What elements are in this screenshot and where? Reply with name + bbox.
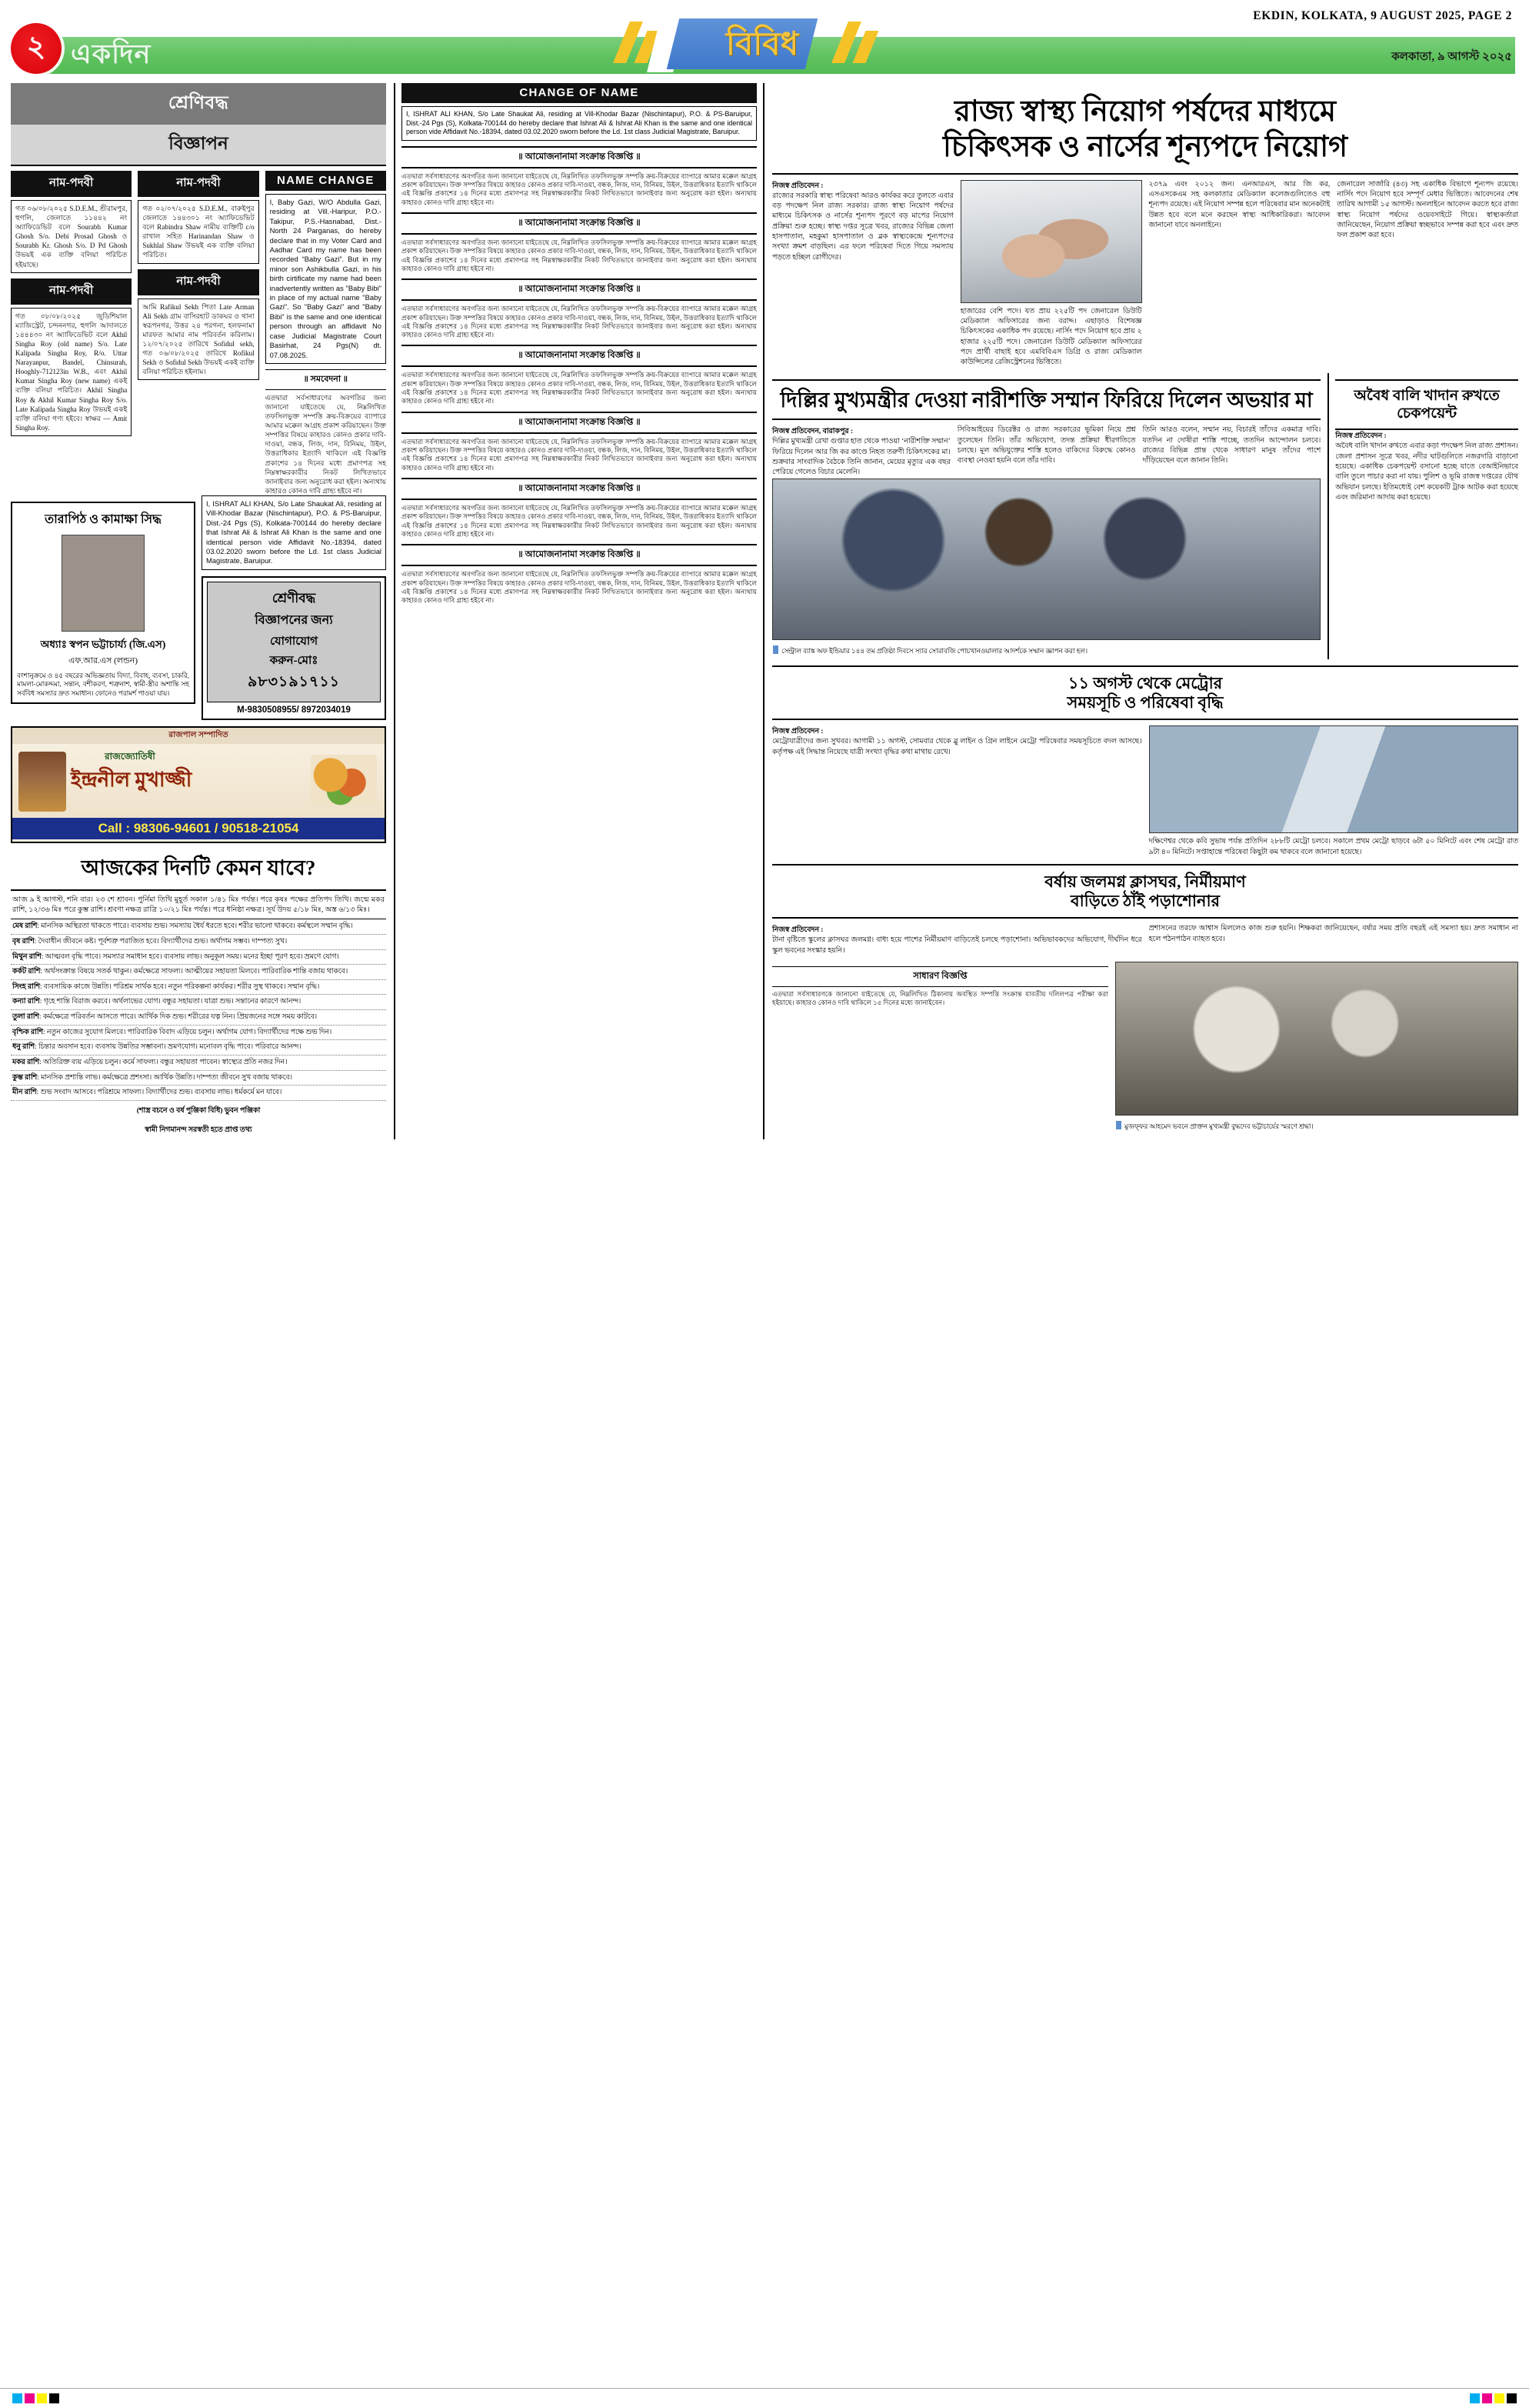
story4-headline-line2: সময়সূচি ও পরিষেবা বৃদ্ধি <box>1067 693 1224 712</box>
notice-header: ॥ আমোজনানামা সংক্রান্ত বিজ্ঞপ্তি ॥ <box>401 278 757 301</box>
notice-text: এতদ্বারা সর্বসাধারণের অবগতির জন্য জানানো যাইতেছে যে, নিম্নলিখিত তফসিলভুক্ত সম্পত্তি ক্রয়-বিক্রয়ের ব্যাপারে আমার মক্কেল আগ্রহ প্রকাশ করিয়াছেন। উক্ত সম্পত্তির বিষয়ে কাহারও কোনও প্রকার দাবি-দাওয়া, বন্ধক, লিজ, দান, বিনিময়, উইল, উত্তরাধিকার ইত্যাদি থাকিলে এই বিজ্ঞপ্তি প্রকাশের ১৪ দিনের মধ্যে প্রমাণপত্র সহ নিম্নস্বাক্ষরকারীর নিকট লিখিতভাবে জানাইবার জন্য অনুরোধ করা হইল। অন্যথায় কাহারও কোনও দাবি গ্রাহ্য হইবে না। <box>401 570 757 605</box>
horoscope-sign <box>11 980 386 996</box>
notices-column <box>395 83 764 1139</box>
sign-name: মকর রাশি <box>12 1059 40 1067</box>
name-change-ad <box>265 194 386 364</box>
caption-text: সেন্ট্রাল ব্যাঙ্ক অফ ইন্ডিয়ার ১৪৪ তম প্রতিষ্ঠা দিবসে স্যার সোরাবজি পোচখানওয়ালার আদর্শকে সম্মান জ্ঞাপন করা হল। <box>781 646 1088 655</box>
shradhanjali-header: ॥ সমবেদনা ॥ <box>265 369 386 390</box>
sign-text: : চিন্তার অবসান হবে। ব্যবসায় উন্নতির সম্ভাবনা। ভ্রমণযোগ। মনোবল বৃদ্ধি পাবে। পরিবারে আনন্দ। <box>35 1043 301 1052</box>
ad-text: এতদ্বারা সর্বসাধারণের অবগতির জন্য জানানো যাইতেছে যে, নিম্নলিখিত তফসিলভুক্ত সম্পত্তি ক্রয়-বিক্রয়ের ব্যাপারে আমার মক্কেল আগ্রহ প্রকাশ করিয়াছেন। উক্ত সম্পত্তির বিষয়ে কাহারও কোনও প্রকার দাবি-দাওয়া, বন্ধক, লিজ, দান, বিনিময়, উইল, উত্তরাধিকার ইত্যাদি থাকিলে এই বিজ্ঞপ্তি প্রকাশের ১৪ দিনের মধ্যে প্রমাণপত্র সহ নিম্নস্বাক্ষরকারীর নিকট লিখিতভাবে জানাইবার জন্য অনুরোধ করা হইল। অন্যথায় কাহারও কোনও দাবি গ্রাহ্য হইবে না। <box>265 393 386 495</box>
horoscope-title: আজকের দিনটি কেমন যাবে? <box>11 849 386 891</box>
story5-byline: নিজস্ব প্রতিবেদন : <box>772 926 824 935</box>
notice-text: এতদ্বারা সর্বসাধারণের অবগতির জন্য জানানো যাইতেছে যে, নিম্নলিখিত তফসিলভুক্ত সম্পত্তি ক্রয়-বিক্রয়ের ব্যাপারে আমার মক্কেল আগ্রহ প্রকাশ করিয়াছেন। উক্ত সম্পত্তির বিষয়ে কাহারও কোনও প্রকার দাবি-দাওয়া, বন্ধক, লিজ, দান, বিনিময়, উইল, উত্তরাধিকার ইত্যাদি থাকিলে এই বিজ্ঞপ্তি প্রকাশের ১৪ দিনের মধ্যে প্রমাণপত্র সহ নিম্নস্বাক্ষরকারীর নিকট লিখিতভাবে জানাইবার জন্য অনুরোধ করা হইল। অন্যথায় কাহারও কোনও দাবি গ্রাহ্য হইবে না। <box>401 371 757 405</box>
story5-text-2: প্রশাসনের তরফে আশ্বাস মিললেও কাজ শুরু হয়নি। শিক্ষকরা জানিয়েছেন, বর্ষার সময় প্রতি বছরই এই সমস্যা হয়। দ্রুত সমাধান না হলে পঠনপাঠন ব্যাহত হবে। <box>1148 925 1518 943</box>
slash-decor-icon <box>853 31 879 63</box>
sign-text: : কর্মক্ষেত্রে পরিবর্তন আসতে পারে। আর্থিক দিক শুভ। শরীরের যত্ন নিন। প্রিয়জনের সঙ্গে সময় কাটবে। <box>38 1013 318 1022</box>
story5-text-1: টানা বৃষ্টিতে স্কুলের ক্লাসঘর জলমগ্ন। বাধ্য হয়ে পাশের নির্মীয়মাণ বাড়িতেই চলছে পড়াশোনা। অভিভাবকদের অভিযোগ, দীর্ঘদিন ধরে স্কুল ভবনের সংস্কার হয়নি। <box>772 936 1142 955</box>
classified-block-title: নাম-পদবী <box>11 278 132 305</box>
footer-ad-text: এতদ্বারা সর্বসাধারণকে জানানো যাইতেছে যে, নিম্নলিখিত ঠিকানায় অবস্থিত সম্পত্তি সংক্রান্ত যাবতীয় দলিলপত্র পরীক্ষা করা হইয়াছে। কাহারও কোনও দাবি থাকিলে ১৫ দিনের মধ্যে জানাইবেন। <box>772 990 1108 1007</box>
lead-col-3 <box>1149 180 1331 369</box>
footer-ad-header: সাধারণ বিজ্ঞপ্তি <box>772 966 1108 987</box>
story3-headline: অবৈধ বালি খাদান রুখতে চেকপয়েন্ট <box>1335 379 1518 431</box>
story5-headline-line1: বর্ষায় জলমগ্ন ক্লাসঘর, নির্মীয়মাণ <box>1044 872 1246 892</box>
horoscope-intro: আজ ৯ ই আগস্ট, শনি বার। ২৩ শে শ্রাবন। পুর্নিমা তিথি মুহূর্ত সকাল ১/৪১ মিঃ পর্যন্ত। পরে কৃষঃ পক্ষের প্রতিপদ তিথি। জন্মে মকর রাশি, ১২/৩৬ মিঃ পরে কুম্ভ রাশি। শ্রবণা নক্ষত্র রাত্রি ১০/২১ মিঃ পর্যন্ত। পরে ধনিষ্ঠা নক্ষত্র। সূর্য উদয় ৫/১৮ মিঃ, অস্ত ৬/১৩ মিঃ। <box>11 891 386 919</box>
horoscope-sign <box>11 995 386 1010</box>
lead-byline: নিজস্ব প্রতিবেদন : <box>772 182 824 190</box>
lead-headline-line2: চিকিৎসক ও নার্সের শূন্যপদে নিয়োগ <box>942 131 1348 164</box>
story5-body <box>772 924 1518 956</box>
classified-ad <box>138 200 258 264</box>
notice-header: ॥ আমোজনানামা সংক্রান্ত বিজ্ঞপ্তি ॥ <box>401 212 757 235</box>
guru-portrait <box>18 752 66 812</box>
classified-block-title: নাম-পদবী <box>138 171 258 197</box>
sign-name: বৃষ রাশি <box>12 937 35 946</box>
contact-phone-bengali[interactable]: ৯৮৩১৯১৭১১ <box>247 673 340 690</box>
section-title: বিবিধ <box>725 26 799 62</box>
story4-byline: নিজস্ব প্রতিবেদন : <box>772 728 824 736</box>
sign-name: বৃশ্চিক রাশি <box>12 1028 44 1036</box>
classified-subcol-1 <box>11 171 132 495</box>
horoscope-sign <box>11 1026 386 1041</box>
notice-text: I, ISHRAT ALI KHAN, S/o Late Shaukat Ali, residing at Vill-Khodar Bazar (Nischintapur), P.O. & PS-Baruipur, Dist.-24 Pgs (S), Kolkata-700144 do hereby declare that Ishrat Ali & Ishrat Ali Khan is the same and one identical person vide Affidavit No.-18394, dated 03.02.2020 sworn before the Ld. 1st class Judicial Magistrate, Baruipur. <box>406 110 752 136</box>
ad-text: গত ০২/০৭/২০২৫ S.D.E.M., বারুইপুর জেলাতে ১৪৪৩০১ নং অ্যাফিডেভিট বলে Rabindra Shaw নামীয় ব্যক্তিটি c/o রাখাল সহিত Harinandan Shaw ও Sukhlal Shaw উভয়ই এক ব্যক্তি বলিয়া পরিচিত। <box>142 205 255 259</box>
story2-headline: দিল্লির মুখ্যমন্ত্রীর দেওয়া নারীশক্তি সম্মান ফিরিয়ে দিলেন অভয়ার মা <box>772 379 1321 420</box>
classified-column <box>11 83 395 1139</box>
contact-phone-english[interactable]: M-9830508955/ 8972034019 <box>237 705 351 715</box>
horoscope-footer-2: স্বামী নিগমানন্দ সরস্বতী হতে প্রাপ্ত তথ্য <box>145 1126 252 1134</box>
cyan-swatch <box>12 2393 22 2403</box>
lead-text-3: ২৩৭৯ এবং ২০১২ জন। এনআরএস, আর জি কর, এসএসকেএম সহ কলকাতার মেডিক্যাল কলেজগুলিতেও বহু শূন্যপদ রয়েছে। এই নিয়োগ সম্পন্ন হলে পরিষেবার মান অনেকটাই উন্নত হবে বলে মনে করছেন স্বাস্থ্য আধিকারিকরা। আবেদন জানানো যাবে অনলাইনে। <box>1148 180 1331 230</box>
sign-name: তুলা রাশি <box>12 1013 39 1022</box>
brand-name: একদিন <box>71 38 152 69</box>
notice-text: এতদ্বারা সর্বসাধারণের অবগতির জন্য জানানো যাইতেছে যে, নিম্নলিখিত তফসিলভুক্ত সম্পত্তি ক্রয়-বিক্রয়ের ব্যাপারে আমার মক্কেল আগ্রহ প্রকাশ করিয়াছেন। উক্ত সম্পত্তির বিষয়ে কাহারও কোনও প্রকার দাবি-দাওয়া, বন্ধক, লিজ, দান, বিনিময়, উইল, উত্তরাধিকার ইত্যাদি থাকিলে এই বিজ্ঞপ্তি প্রকাশের ১৪ দিনের মধ্যে প্রমাণপত্র সহ নিম্নস্বাক্ষরকারীর নিকট লিখিতভাবে জানাইবার জন্য অনুরোধ করা হইল। অন্যথায় কাহারও কোনও দাবি গ্রাহ্য হইবে না। <box>401 238 757 272</box>
caption-text: মুজফ্‌ফর আহমেদ ভবনে প্রাক্তন মুখ্যমন্ত্রী বুদ্ধদেব ভট্টাচার্যের স্মরণে শ্রদ্ধা। <box>1124 1122 1314 1131</box>
yellow-swatch <box>1494 2393 1504 2403</box>
notice-text: এতদ্বারা সর্বসাধারণের অবগতির জন্য জানানো যাইতেছে যে, নিম্নলিখিত তফসিলভুক্ত সম্পত্তি ক্রয়-বিক্রয়ের ব্যাপারে আমার মক্কেল আগ্রহ প্রকাশ করিয়াছেন। উক্ত সম্পত্তির বিষয়ে কাহারও কোনও প্রকার দাবি-দাওয়া, বন্ধক, লিজ, দান, বিনিময়, উইল, উত্তরাধিকার ইত্যাদি থাকিলে এই বিজ্ঞপ্তি প্রকাশের ১৪ দিনের মধ্যে প্রমাণপত্র সহ নিম্নস্বাক্ষরকারীর নিকট লিখিতভাবে জানাইবার জন্য অনুরোধ করা হইল। অন্যথায় কাহারও কোনও দাবি গ্রাহ্য হইবে না। <box>401 172 757 206</box>
story2-byline: নিজস্ব প্রতিবেদন, বারাকপুর : <box>772 428 853 436</box>
story2-text-1: দিল্লির মুখ্যমন্ত্রী রেখা গুপ্তার হাত থেকে পাওয়া ‘নারীশক্তি সম্মান’ ফিরিয়ে দিলেন আর জি কর কাণ্ডে নিহত তরুণী চিকিৎসকের মা। শুক্রবার সাংবাদিক বৈঠকে তিনি জানান, মেয়ের মৃত্যুর এক বছর পেরিয়ে গেলেও বিচার মেলেনি। <box>772 438 951 477</box>
cyan-swatch <box>1470 2393 1480 2403</box>
guru-ad-phone[interactable]: Call : 98306-94601 / 90518-21054 <box>12 818 385 839</box>
cmyk-swatches-left <box>12 2393 59 2403</box>
notice-header: ॥ আমোজনানামা সংক্রান্ত বিজ্ঞপ্তি ॥ <box>401 478 757 500</box>
notice-ad <box>401 106 757 141</box>
classified-header-bottom: বিজ্ঞাপন <box>11 125 386 166</box>
print-registration-strip <box>0 2388 1529 2408</box>
story2-caption <box>772 644 1321 659</box>
sign-name: ধনু রাশি <box>12 1043 35 1052</box>
notice-text: এতদ্বারা সর্বসাধারণের অবগতির জন্য জানানো যাইতেছে যে, নিম্নলিখিত তফসিলভুক্ত সম্পত্তি ক্রয়-বিক্রয়ের ব্যাপারে আমার মক্কেল আগ্রহ প্রকাশ করিয়াছেন। উক্ত সম্পত্তির বিষয়ে কাহারও কোনও প্রকার দাবি-দাওয়া, বন্ধক, লিজ, দান, বিনিময়, উইল, উত্তরাধিকার ইত্যাদি থাকিলে এই বিজ্ঞপ্তি প্রকাশের ১৪ দিনের মধ্যে প্রমাণপত্র সহ নিম্নস্বাক্ষরকারীর নিকট লিখিতভাবে জানাইবার জন্য অনুরোধ করা হইল। অন্যথায় কাহারও কোনও দাবি গ্রাহ্য হইবে না। <box>401 305 757 339</box>
sign-name: কর্কট রাশি <box>12 968 41 976</box>
guru-advertisement[interactable] <box>11 726 386 843</box>
offering-image <box>311 755 377 805</box>
story4-col-1 <box>772 725 1142 858</box>
notice-header: ॥ আমোজনানামা সংক্রান্ত বিজ্ঞপ্তি ॥ <box>401 345 757 367</box>
sign-text: : দৈবাধীন জীবনে কষ্ট। পূর্বশত্রু পরাজিত হবে। বিদ্যার্থীদের শুভ। অর্থাগম সম্ভব। দাম্পত্য সুখ। <box>34 937 288 946</box>
story4-photo <box>1149 725 1519 833</box>
yellow-swatch <box>37 2393 47 2403</box>
sign-text: : অতিরিক্ত ব্যয় এড়িয়ে চলুন। কর্মে সাফল্য। বন্ধুর সহায়তা পাবেন। স্বাস্থ্যের প্রতি নজর দিন। <box>39 1059 288 1067</box>
edition-line-english: EKDIN, KOLKATA, 9 AUGUST 2025, PAGE 2 <box>1253 9 1512 22</box>
name-change-ad-2 <box>202 495 386 570</box>
ad-text: I, Baby Gazi, W/O Abdulla Gazi, residing at Vill.-Haripur, P.O.-Takipur, P.S.-Hasnabad, Dist.-North 24 Parganas, do hereby declare that in my Voter Card and Aadhar Card my name has been recorded “Baby Gazi”. But in my minor son Ashikbulla Gazi, in his birth cirtificate my name had been inadvertently written as "Baby Bibi" in place of my actual name "Baby Gazi". So "Baby Gazi" and "Baby Bibi" is the same and one identical person through an affidavit No case Judicial Magistrate Court Basirhat, 24 Pgs(N) dt. 07.08.2025. <box>269 198 381 359</box>
lead-text-4: জেনারেল সার্জারি (৪৩) সহ একাধিক বিভাগে শূন্যপদ রয়েছে। নার্সিং পদে নিয়োগ হবে সম্পূর্ণ মেধার ভিত্তিতে। আবেদনের শেষ তারিখ আগামী ১৫ আগস্ট। অনলাইনে আবেদন করতে হবে রাজ্য স্বাস্থ্য নিয়োগ পর্ষদের ওয়েবসাইটে গিয়ে। স্বাস্থ্যকর্তারা জানিয়েছেন, নিয়োগ প্রক্রিয়া স্বচ্ছভাবে সম্পন্ন করা হবে এবং দ্রুত ফল প্রকাশ করা হবে। <box>1337 180 1518 240</box>
sign-text: : মানসিক প্রশান্তি লাভ। কর্মক্ষেত্রে প্রশংসা। আর্থিক উন্নতি। দাম্পত্য জীবনে সুখ বজায় থাকবে। <box>37 1073 292 1082</box>
story4-headline <box>772 665 1518 720</box>
contact-box-inner <box>207 582 381 702</box>
sign-text: : আত্মবল বৃদ্ধি পাবে। সমস্যার সমাধান হবে। ব্যবসায় লাভ। অনুকূল সময়। মনের ইচ্ছা পূরণ হবে। ভ্রমণে যোগ। <box>41 952 339 961</box>
horoscope-list <box>11 919 386 1101</box>
contact-line-2: বিজ্ঞাপনের জন্য <box>255 613 333 627</box>
black-swatch <box>1507 2393 1517 2403</box>
story2-body <box>772 425 1321 478</box>
magenta-swatch <box>25 2393 35 2403</box>
lead-text-2: হাজারের বেশি পদে। যত প্রায় ২২৫টি পদ জেনারেল ডিউটি মেডিক্যাল অফিসারের জন্য বরাদ্দ। এছাড়াও বিশেষজ্ঞ চিকিৎসকের একাধিক পদ রয়েছে। নার্সিং পদে নিয়োগ হবে প্রায় ২ হাজার ২২৫টি পদে। জেনারেল ডিউটি মেডিক্যাল অফিসারের পদে প্রার্থী বাছাই হবে এমবিবিএস ডিগ্রি ও রাজ্য মেডিক্যাল কাউন্সিলের রেজিস্ট্রেশনের ভিত্তিতে। <box>960 307 1142 367</box>
guru-name: ইন্দ্রনীল মুখাজ্জী <box>71 768 192 791</box>
ad-text: গত ০৬/০৮/২০২৫ S.D.E.M., শ্রীরামপুর, হুগলি, জেলাতে ১১৪৪২ নং অ্যাফিডেভিট বলে Sourabh Kumar Ghosh S/o. Debi Prosad Ghosh ও Sourabh Kr. Ghosh S/o. D Pd Ghosh উভয়ই এক ব্যক্তি বলিয়া পরিচিত হইয়াছে। <box>15 205 128 268</box>
classified-subcol-3 <box>265 171 386 495</box>
page-body <box>0 83 1529 1139</box>
story5-headline <box>772 864 1518 919</box>
horoscope-sign <box>11 950 386 966</box>
classified-block-title: নাম-পদবী <box>138 269 258 295</box>
story2-col-2 <box>958 425 1136 478</box>
sign-text: : ব্যবসায়িক কাজে উন্নতি। পরিশ্রম সার্থক হবে। নতুন পরিকল্পনা কার্যকর। শরীর সুস্থ থাকবে। সম্মান বৃদ্ধি। <box>39 982 320 991</box>
notice-header: ॥ আমোজনানামা সংক্রান্ত বিজ্ঞপ্তি ॥ <box>401 412 757 434</box>
sign-name: কুম্ভ রাশি <box>12 1073 38 1082</box>
lead-col-1 <box>772 180 954 369</box>
story4-body <box>772 725 1518 858</box>
classified-header-top: শ্রেণিবদ্ধ <box>11 83 386 125</box>
sign-text: : গৃহে শান্তি বিরাজ করবে। অর্থলাভের যোগ। বন্ধুর সহায়তা। যাত্রা শুভ। সন্তানের কারণে আনন্দ। <box>39 998 301 1006</box>
astrologer-ad[interactable] <box>11 502 195 704</box>
sign-name: কন্যা রাশি <box>12 998 40 1006</box>
sign-text: : শুভ সংবাদ আসবে। পরিশ্রমে সাফল্য। বিদ্যার্থীদের শুভ। ব্যবসায় লাভ। ধর্মকর্মে মন যাবে। <box>36 1089 282 1097</box>
contact-line-3: যোগাযোগ <box>269 635 318 648</box>
story2-photo <box>772 479 1321 640</box>
astrologer-photo <box>62 535 145 632</box>
astrologer-ad-title: তারাপিঠ ও কামাক্ষা সিদ্ধ <box>45 512 162 526</box>
story3-byline: নিজস্ব প্রতিবেদন : <box>1335 432 1387 441</box>
page-number: ২ <box>26 31 46 63</box>
ad-text: I, ISHRAT ALI KHAN, S/o Late Shaukat Ali, residing at Vill-Khodar Bazar (Nischintapur), P.O. & PS-Baruipur, Dist.-24 Pgs (S), Kolkata-700144 do hereby declare that Ishrat Ali & Ishrat Ali Khan is the same and one identical person vide Affidavit No.-18394, dated 03.02.2020 sworn before the Ld. 1st class Judicial Magistrate, Baruipur. <box>206 499 381 565</box>
masthead <box>0 0 1529 83</box>
sign-text: : নতুন কাজের সুযোগ মিলবে। পারিবারিক বিবাদ এড়িয়ে চলুন। অর্থাগম যোগ। বিদ্যার্থীদের পক্ষে শুভ দিন। <box>43 1028 332 1036</box>
astrologer-qualification: এফ.আর.এস (লন্ডন) <box>68 655 138 665</box>
classified-block-title: নাম-পদবী <box>11 171 132 197</box>
contact-line-1: শ্রেণীবদ্ধ <box>271 590 316 605</box>
contact-line-4: করুন-মোঃ <box>269 654 318 667</box>
classified-columns <box>11 171 386 495</box>
ad-text: আমি Rafikul Sekh পিতা Late Arman Ali Sekh গ্রাম বাসিরহাট ডাকঘর ও থানা স্বরূপনগর, উত্তর ২৪ পরগনা, হলফনামা মারফত আমার নাম পরিবর্তন করিলাম। ১২/০৭/২০২৫ তারিখে Sofidul sekh, গত ০৬/০৮/২০২৫ তারিখে Rofikul Sekh ও Sofidul Sekh উভয়ই একই ব্যক্তি বলিয়া পরিচিত হইলাম। <box>142 302 255 376</box>
horoscope-sign <box>11 1086 386 1101</box>
classified-ad <box>11 200 132 273</box>
horoscope-footer-1: (শাস্ত্র বচনে ও বর্ষ পুঞ্জিকা বিধি) ভুবন পঞ্জিকা <box>136 1106 261 1115</box>
story5-col-2 <box>1149 924 1519 956</box>
guru-ad-main <box>12 744 385 818</box>
horoscope-sign <box>11 935 386 950</box>
horoscope-sign <box>11 965 386 980</box>
notice-text: এতদ্বারা সর্বসাধারণের অবগতির জন্য জানানো যাইতেছে যে, নিম্নলিখিত তফসিলভুক্ত সম্পত্তি ক্রয়-বিক্রয়ের ব্যাপারে আমার মক্কেল আগ্রহ প্রকাশ করিয়াছেন। উক্ত সম্পত্তির বিষয়ে কাহারও কোনও প্রকার দাবি-দাওয়া, বন্ধক, লিজ, দান, বিনিময়, উইল, উত্তরাধিকার ইত্যাদি থাকিলে এই বিজ্ঞপ্তি প্রকাশের ১৪ দিনের মধ্যে প্রমাণপত্র সহ নিম্নস্বাক্ষরকারীর নিকট লিখিতভাবে জানাইবার জন্য অনুরোধ করা হইল। অন্যথায় কাহারও কোনও দাবি গ্রাহ্য হইবে না। <box>401 437 757 472</box>
notice-text: এতদ্বারা সর্বসাধারণের অবগতির জন্য জানানো যাইতেছে যে, নিম্নলিখিত তফসিলভুক্ত সম্পত্তি ক্রয়-বিক্রয়ের ব্যাপারে আমার মক্কেল আগ্রহ প্রকাশ করিয়াছেন। উক্ত সম্পত্তির বিষয়ে কাহারও কোনও প্রকার দাবি-দাওয়া, বন্ধক, লিজ, দান, বিনিময়, উইল, উত্তরাধিকার ইত্যাদি থাকিলে এই বিজ্ঞপ্তি প্রকাশের ১৪ দিনের মধ্যে প্রমাণপত্র সহ নিম্নস্বাক্ষরকারীর নিকট লিখিতভাবে জানাইবার জন্য অনুরোধ করা হইল। অন্যথায় কাহারও কোনও দাবি গ্রাহ্য হইবে না। <box>401 503 757 538</box>
horoscope-sign <box>11 1056 386 1071</box>
guru-ad-topline: রাজপাল সম্পাদিত <box>12 728 385 744</box>
sign-name: মীন রাশি <box>12 1089 37 1097</box>
lead-col-2 <box>961 180 1142 369</box>
sign-text: : অর্থসংক্রান্ত বিষয়ে সতর্ক থাকুন। কর্মক্ষেত্রে সাফল্য। আত্মীয়ের সহায়তা মিলবে। পারিবারিক শান্তি বজায় থাকবে। <box>40 968 348 976</box>
section-logo <box>538 14 969 83</box>
classified-ad <box>11 308 132 436</box>
story4-col-2 <box>1149 725 1519 858</box>
horoscope-sign <box>11 1010 386 1026</box>
classified-ad <box>138 298 258 381</box>
lead-text-1: রাজ্যের সরকারি স্বাস্থ্য পরিষেবা আরও কার্যকর করে তুলতে এবার বড় পদক্ষেপ নিল রাজ্য সরকার। রাজ্য স্বাস্থ্য নিয়োগ পর্ষদের মাধ্যমে চিকিৎসক ও নার্সের শূন্যপদ পূরণে বড় মাপের নিয়োগ প্রক্রিয়া শুরু হচ্ছে। স্বাস্থ্য দপ্তর সূত্রে খবর, রাজ্যের বিভিন্ন জেলা হাসপাতাল, মহকুমা হাসপাতাল ও ব্লক স্বাস্থ্যকেন্দ্রে শূন্যপদের সংখ্যা ক্রমশ বাড়ছিল। এর ফলে পরিষেবা দিতে গিয়ে সমস্যায় পড়তে হচ্ছিল রোগীদের। <box>772 192 954 262</box>
caption-mark-icon <box>773 645 778 654</box>
cmyk-swatches-right <box>1470 2393 1517 2403</box>
story4-text-1: মেট্রোযাত্রীদের জন্য সুখবর। আগামী ১১ অগস্ট, সোমবার থেকে ব্লু লাইন ও গ্রিন লাইনে মেট্রো পরিষেবার সময়সূচিতে বদল আসছে। কর্তৃপক্ষ এই সিদ্ধান্ত নিয়েছে যাত্রী সংখ্যা বৃদ্ধির কথা মাথায় রেখে। <box>772 738 1142 756</box>
story4-text-2: দক্ষিণেশ্বর থেকে কবি সুভাষ পর্যন্ত প্রতিদিন ২৮৮টি মেট্রো চলবে। সকালে প্রথম মেট্রো ছাড়বে ৬টা ৫০ মিনিটে এবং শেষ মেট্রো রাত ৯টা ৪০ মিনিটে। সপ্তাহান্তে পরিষেবা কিছুটা কম থাকবে বলে জানানো হয়েছে। <box>1148 838 1518 856</box>
lead-headline <box>772 83 1518 175</box>
astrologer-ad-body: বংশানুক্রমে ও ৪৫ বছরের অভিজ্ঞতায় বিদ্যা, বিবাহ, ব্যবসা, চাকরি, মামলা-মোকদ্দমা, সন্তান, বশীকরণ, শত্রুনাশ, স্বামী-স্ত্রীর অশান্তি সহ সর্ববিধ সমস্যার দ্রুত সমাধান। ফোনেও পরামর্শ পাওয়া যায়। <box>17 671 189 697</box>
sign-name: সিংহ রাশি <box>12 982 40 991</box>
sign-name: মিথুন রাশি <box>12 952 42 961</box>
story5-col-1 <box>772 924 1142 956</box>
black-swatch <box>49 2393 59 2403</box>
story2-col-3 <box>1143 425 1321 478</box>
magenta-swatch <box>1482 2393 1492 2403</box>
footer-caption <box>1115 1119 1518 1135</box>
edition-line-bengali: কলকাতা, ৯ আগস্ট ২০২৫ <box>1391 51 1512 63</box>
lead-photo <box>961 180 1142 303</box>
sign-text: : মানসিক অস্থিরতা থাকতে পারে। ব্যবসায় শুভ। সমস্যায় ধৈর্য ধরতে হবে। শরীর ভালো থাকবে। কর্মস্থলে সম্মান বৃদ্ধি। <box>37 922 353 931</box>
lead-story-body <box>772 180 1518 369</box>
notice-header: ॥ আমোজনানামা সংক্রান্ত বিজ্ঞপ্তি ॥ <box>401 544 757 566</box>
classified-contact-box[interactable] <box>202 576 386 720</box>
caption-mark-icon <box>1116 1121 1121 1129</box>
name-change-title: NAME CHANGE <box>265 171 386 191</box>
story5-headline-line2: বাড়িতে ঠাঁই পড়াশোনার <box>1070 892 1221 911</box>
news-column <box>764 83 1518 1139</box>
ad-text: গত ০৮/০৮/২০২৫ জুডিশিয়াল ম্যাজিস্ট্রেট, চন্দননগর, হুগলি আদালতে ১৪৪৪৩০ নং অ্যাফিডেভিট বলে Akhil Singha Roy (old name) S/o. Late Kalipada Singha Roy, R/o. Uttar Narayanpur, Bandel, Chinsurah, Hooghly-712123in W.B., এবং Akhil Kumar Singha Roy (new name) একই ব্যক্তি বলিয়া পরিচিত। Akhil Singha Roy & Akhil Kumar Singha Roy S/o. Late Kalipada Singha Roy উভয়ই একই ব্যক্তি বলিয়া গণ্য হইবে। স্বাক্ষর — Amit Singha Roy. <box>15 312 128 432</box>
horoscope-sign <box>11 1040 386 1056</box>
sign-name: মেষ রাশি <box>12 922 38 931</box>
classified-subcol-2 <box>138 171 258 495</box>
notice-header: ॥ আমোজনানামা সংক্রান্ত বিজ্ঞপ্তি ॥ <box>401 146 757 168</box>
astrologer-name: অধ্যাঃ স্বপন ভট্টাচার্য্য (জি.এস) <box>40 638 166 650</box>
horoscope-sign <box>11 1071 386 1086</box>
story3-text: অবৈধ বালি খাদান রুখতে এবার কড়া পদক্ষেপ নিল রাজ্য প্রশাসন। জেলা প্রশাসন সূত্রে খবর, নদীর ঘাটগুলিতে নজরদারি বাড়ানো হয়েছে। একাধিক চেকপয়েন্ট বসানো হচ্ছে যাতে বেআইনিভাবে বালি তুলে পাচার করা না যায়। পুলিশ ও ভূমি রাজস্ব দপ্তরের যৌথ অভিযান চলছে। ইতিমধ্যেই বেশ কয়েকটি ট্রাক আটক করা হয়েছে এবং জরিমানা আদায় করা হয়েছে। <box>1335 442 1518 502</box>
guru-designation: রাজজ্যোতিষী <box>105 750 155 762</box>
footer-photo <box>1115 962 1518 1116</box>
lead-headline-line1: রাজ্য স্বাস্থ্য নিয়োগ পর্ষদের মাধ্যমে <box>954 95 1337 128</box>
change-of-name-title: CHANGE OF NAME <box>401 83 757 103</box>
story2-text-2: সিবিআইয়ের ডিরেক্টর ও রাজ্য সরকারের ভূমিকা নিয়ে প্রশ্ন তুলেছেন তিনি। তাঁর অভিযোগ, তদন্ত প্রক্রিয়া ধীরগতিতে চলছে। মূল অভিযুক্তের শাস্তি হলেও বাকিদের বিরুদ্ধে কোনও ব্যবস্থা নেওয়া হয়নি বলে তাঁর দাবি। <box>957 426 1136 465</box>
story2-text-3: তিনি আরও বলেন, সম্মান নয়, বিচারই তাঁদের একমাত্র দাবি। যতদিন না দোষীরা শাস্তি পাচ্ছে, ততদিন আন্দোলন চলবে। রাজ্যের বিভিন্ন প্রান্ত থেকে সাধারণ মানুষ তাঁদের পাশে দাঁড়িয়েছেন বলে জানান তিনি। <box>1142 426 1321 465</box>
lead-col-4 <box>1337 180 1518 369</box>
story2-col-1 <box>772 425 951 478</box>
horoscope-sign <box>11 919 386 935</box>
story4-headline-line1: ১১ অগস্ট থেকে মেট্রোর <box>1068 673 1223 692</box>
